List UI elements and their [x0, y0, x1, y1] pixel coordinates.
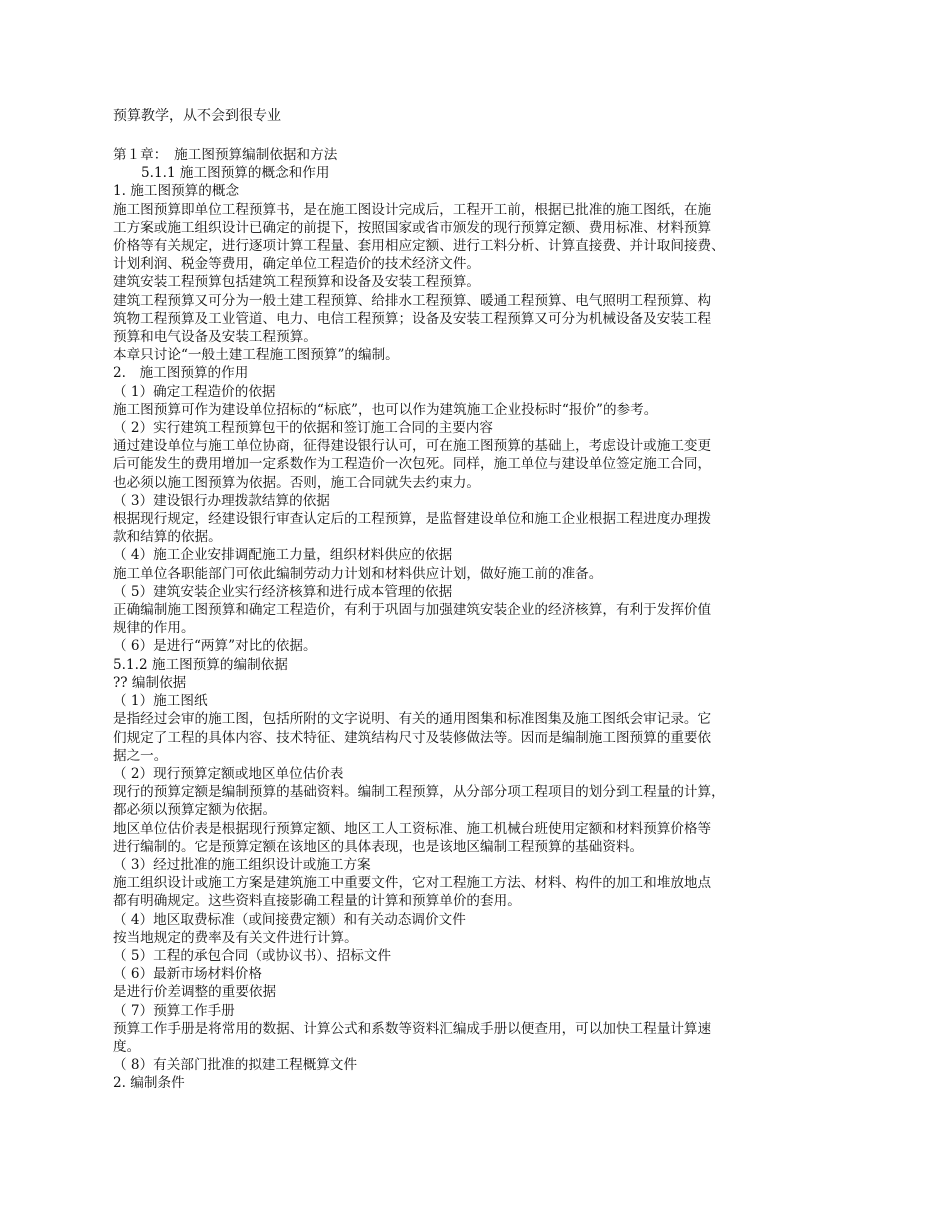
list-item-heading: （ 1）确定工程造价的依据	[113, 383, 276, 400]
paragraph-line: 都必须以预算定额为依据。	[113, 802, 277, 819]
paragraph-line: 地区单位估价表是根据现行预算定额、地区工人工资标准、施工机械台班使用定额和材料预算价格等	[113, 820, 712, 837]
paragraph-line: 根据现行规定，经建设银行审查认定后的工程预算，是监督建设单位和施工企业根据工程进度办理拨	[113, 511, 712, 528]
subsection-heading: 2. 编制条件	[113, 1075, 185, 1092]
paragraph-line: 价格等有关规定，进行逐项计算工程量、套用相应定额、进行工料分析、计算直接费、并计取间接费、	[113, 238, 725, 255]
paragraph-line: 通过建设单位与施工单位协商，征得建设银行认可，可在施工图预算的基础上，考虑设计或施工变更	[113, 438, 712, 455]
document-title: 预算教学，从不会到很专业	[113, 108, 281, 124]
paragraph-line: 后可能发生的费用增加一定系数作为工程造价一次包死。同样，施工单位与建设单位签定施工合同，	[113, 456, 712, 473]
paragraph-line: 工方案或施工组织设计已确定的前提下，按照国家或省市颁发的现行预算定额、费用标准、材料预算	[113, 219, 712, 236]
list-item-heading: （ 3）经过批准的施工组织设计或施工方案	[113, 856, 371, 873]
paragraph-line: 本章只讨论“一般土建工程施工图预算”的编制。	[113, 347, 399, 364]
paragraph-line: 预算工作手册是将常用的数据、计算公式和系数等资料汇编成手册以便查用，可以加快工程量计算速	[113, 1020, 712, 1037]
paragraph-line: 是进行价差调整的重要依据	[113, 984, 277, 1001]
paragraph-line: 按当地规定的费率及有关文件进行计算。	[113, 929, 358, 946]
list-item-heading: （ 3）建设银行办理拨款结算的依据	[113, 492, 330, 509]
list-item-heading: （ 4）施工企业安排调配施工力量，组织材料供应的依据	[113, 547, 453, 564]
paragraph-line: 规律的作用。	[113, 620, 195, 637]
list-item-heading: （ 7）预算工作手册	[113, 1002, 235, 1019]
paragraph-line: 是指经过会审的施工图，包括所附的文字说明、有关的通用图集和标准图集及施工图纸会审记录。它	[113, 711, 712, 728]
paragraph-line: 都有明确规定。这些资料直接影确工程量的计算和预算单价的套用。	[113, 893, 521, 910]
list-item-heading: （ 8）有关部门批准的拟建工程概算文件	[113, 1057, 358, 1074]
paragraph-line: 筑物工程预算及工业管道、电力、电信工程预算；设备及安装工程预算又可分为机械设备及安装工程	[113, 310, 712, 327]
paragraph-line: 计划利润、税金等费用，确定单位工程造价的技术经济文件。	[113, 256, 481, 273]
document-body	[113, 146, 841, 1093]
chapter-heading: 第１章： 施工图预算编制依据和方法	[113, 147, 338, 163]
list-item-heading: （ 2）实行建筑工程预算包干的依据和签订施工合同的主要内容	[113, 420, 493, 437]
section-heading: 5.1.2 施工图预算的编制依据	[113, 656, 288, 673]
list-item-heading: （ 5）建筑安装企业实行经济核算和进行成本管理的依据	[113, 583, 453, 600]
list-item-heading: （ 5）工程的承包合同（或协议书）、招标文件	[113, 947, 392, 964]
paragraph-line: 现行的预算定额是编制预算的基础资料。编制工程预算，从分部分项工程项目的划分到工程量的计算，	[113, 784, 725, 801]
paragraph-line: 正确编制施工图预算和确定工程造价，有利于巩固与加强建筑安装企业的经济核算，有利于发挥价值	[113, 602, 712, 619]
list-item-heading: （ 6）是进行“两算”对比的依据。	[113, 638, 317, 655]
list-item-heading: （ 6）最新市场材料价格	[113, 966, 262, 983]
paragraph-line: 施工图预算可作为建设单位招标的“标底”，也可以作为建筑施工企业投标时“报价”的参考。	[113, 401, 658, 418]
paragraph-line: 进行编制的。它是预算定额在该地区的具体表现，也是该地区编制工程预算的基础资料。	[113, 838, 644, 855]
subsection-heading: ?? 编制依据	[113, 674, 187, 691]
list-item-heading: （ 2）现行预算定额或地区单位估价表	[113, 765, 344, 782]
paragraph-line: 施工组织设计或施工方案是建筑施工中重要文件，它对工程施工方法、材料、构件的加工和堆放地点	[113, 875, 712, 892]
paragraph-line: 们规定了工程的具体内容、技术特征、建筑结构尺寸及装修做法等。因而是编制施工图预算的重要依	[113, 729, 712, 746]
paragraph-line: 施工单位各职能部门可依此编制劳动力计划和材料供应计划，做好施工前的准备。	[113, 565, 603, 582]
paragraph-line: 据之一。	[113, 747, 168, 764]
paragraph-line: 预算和电气设备及安装工程预算。	[113, 329, 317, 346]
list-item-heading: （ 4）地区取费标准（或间接费定额）和有关动态调价文件	[113, 911, 466, 928]
paragraph-line: 施工图预算即单位工程预算书，是在施工图设计完成后，工程开工前，根据已批准的施工图纸，在施	[113, 201, 712, 218]
list-item-heading: （ 1）施工图纸	[113, 693, 208, 710]
subsection-heading: 2. 施工图预算的作用	[113, 365, 249, 382]
subsection-heading: 1. 施工图预算的概念	[113, 183, 240, 200]
paragraph-line: 也必须以施工图预算为依据。否则，施工合同就失去约束力。	[113, 474, 481, 491]
paragraph-line: 建筑安装工程预算包括建筑工程预算和设备及安装工程预算。	[113, 274, 481, 291]
paragraph-line: 款和结算的依据。	[113, 529, 222, 546]
paragraph-line: 建筑工程预算又可分为一般土建工程预算、给排水工程预算、暖通工程预算、电气照明工程预算、构	[113, 292, 712, 309]
section-heading: 5.1.1 施工图预算的概念和作用	[141, 165, 330, 182]
paragraph-line: 度。	[113, 1038, 141, 1055]
